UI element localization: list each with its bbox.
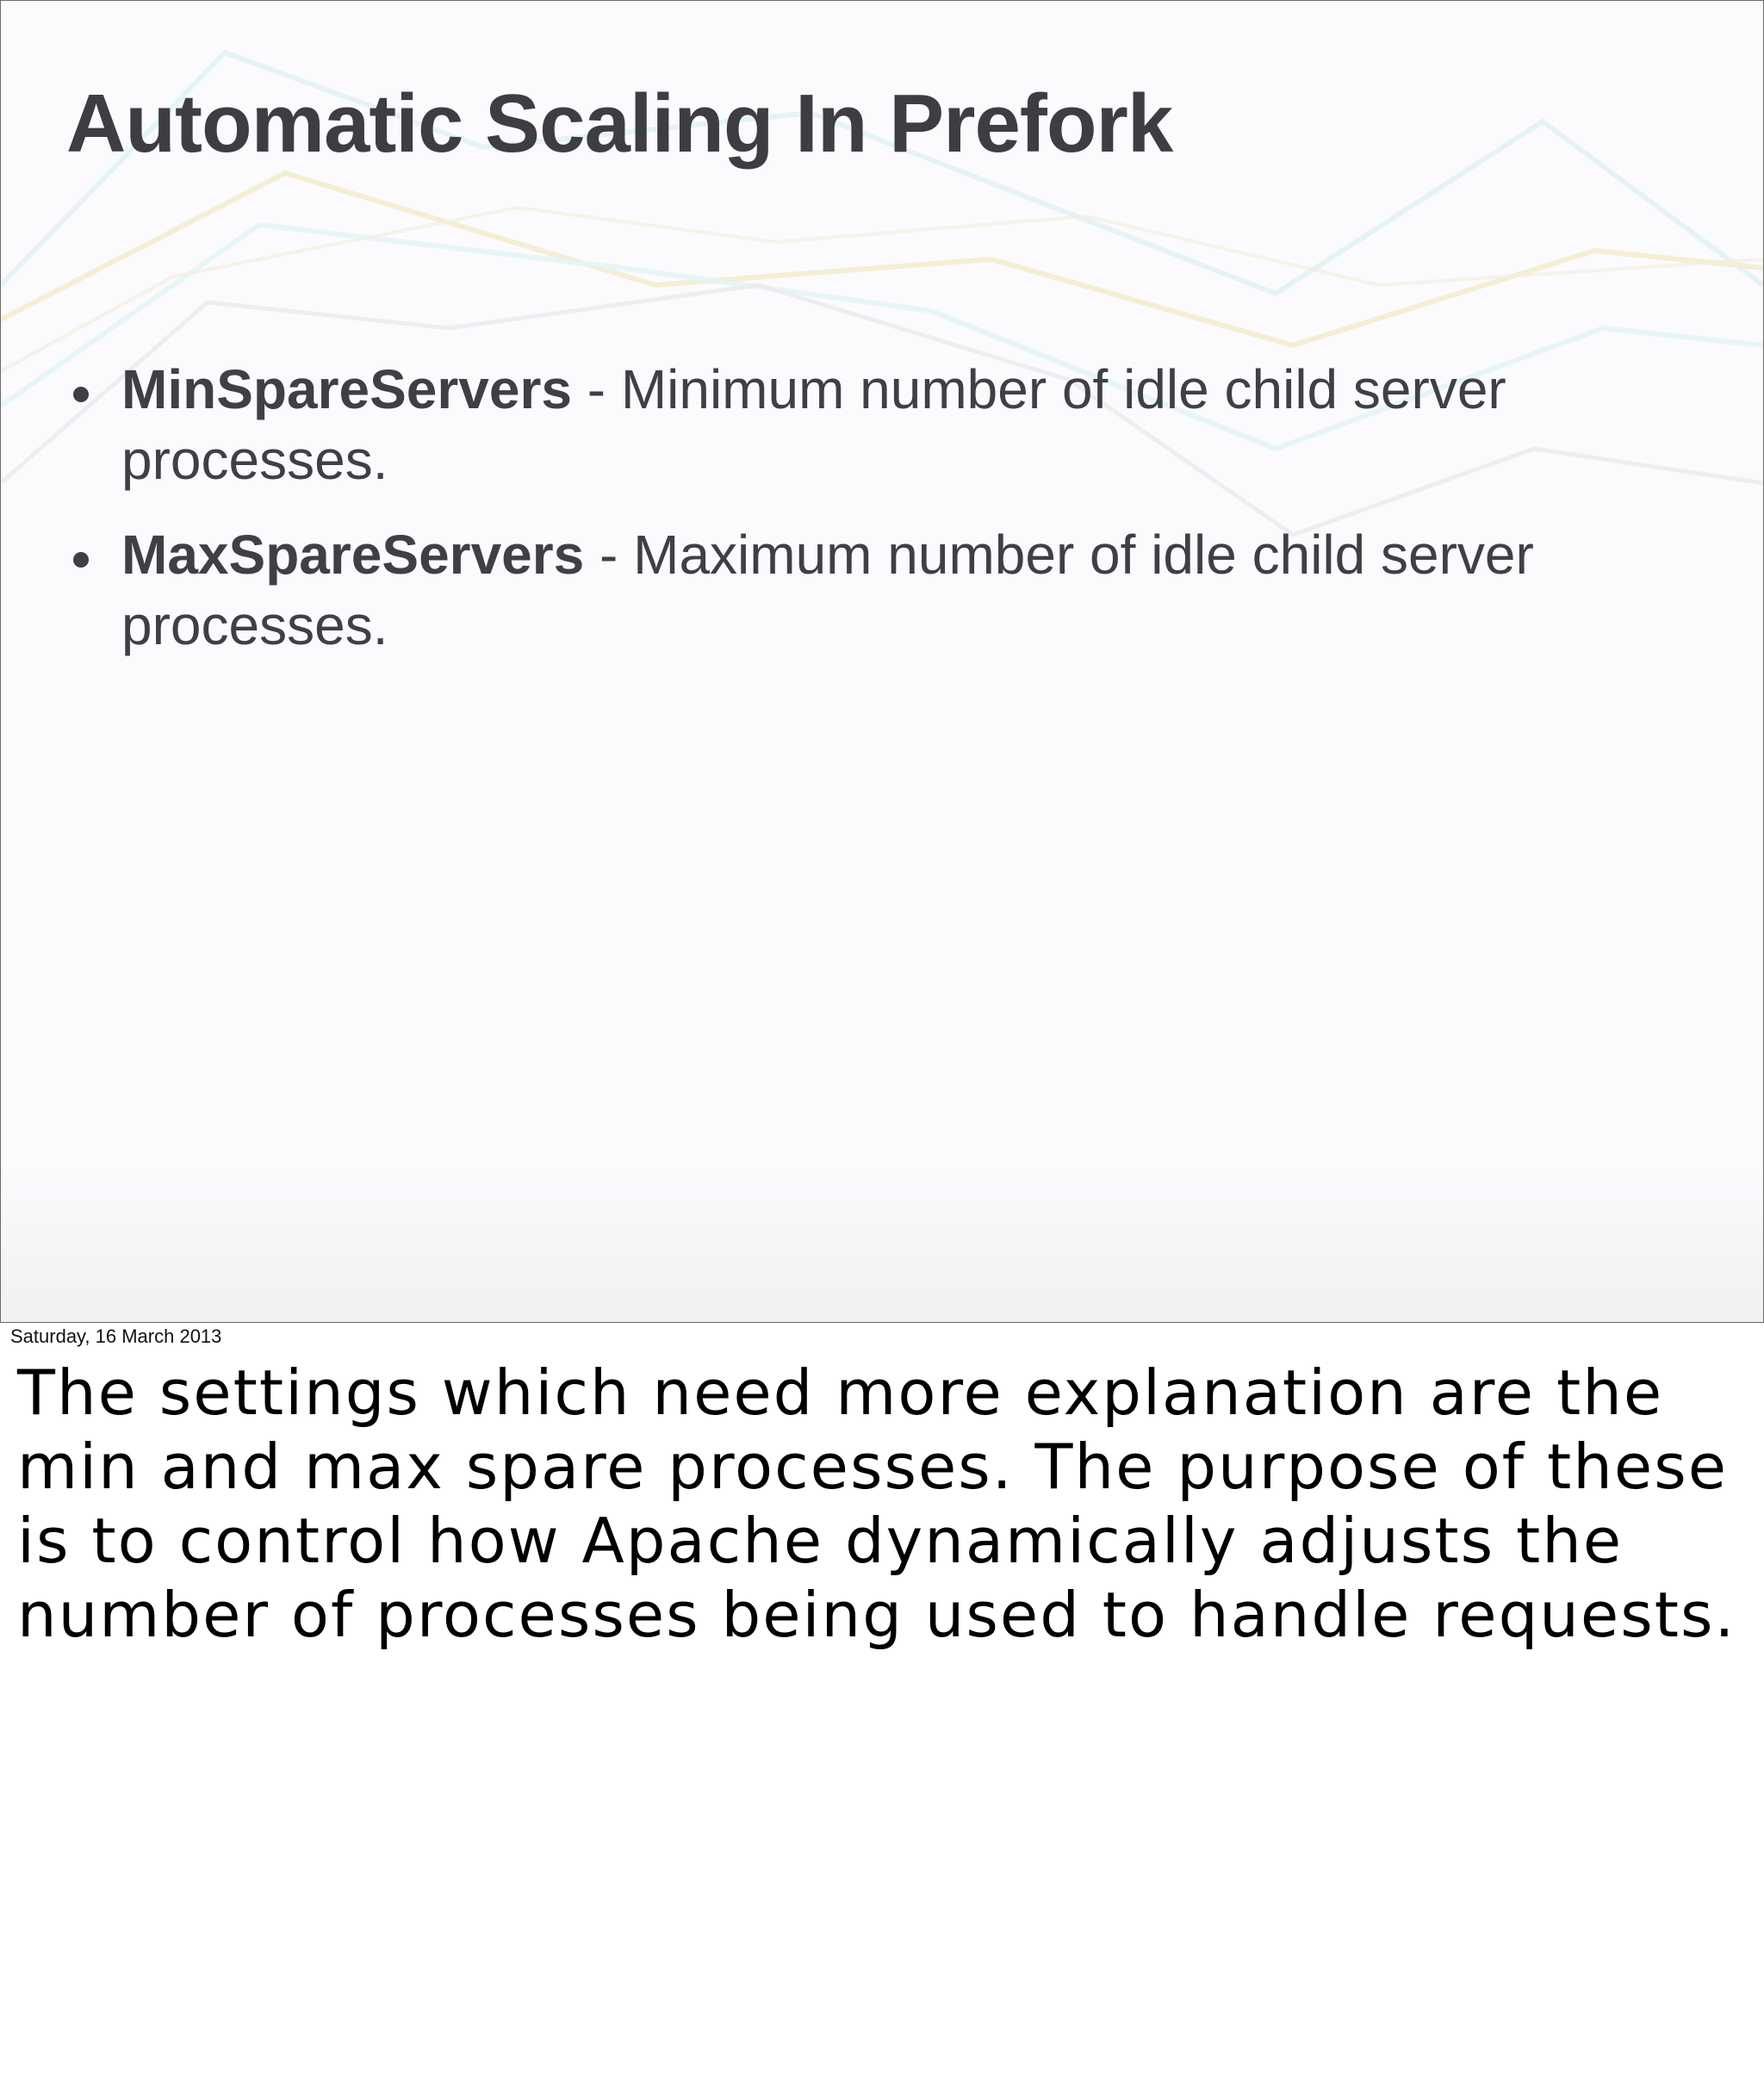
slide-date: Saturday, 16 March 2013 (10, 1325, 222, 1347)
bullet-description: - Minimum number of idle child server processes. (121, 358, 1506, 491)
bullet-icon (73, 552, 89, 568)
bullet-description: - Maximum number of idle child server processes. (121, 524, 1534, 656)
bullet-term: MinSpareServers (121, 358, 572, 420)
slide-title: Automatic Scaling In Prefork (66, 78, 1173, 170)
bullet-icon (73, 387, 89, 402)
bullet-min-spare-servers (73, 354, 1710, 495)
speaker-notes: The settings which need more explanation are the min and max spare processes. The purpose of these is to control how Apache dynamically adjusts the number of processes being used to handle requests. (17, 1356, 1736, 1651)
bullet-term: MaxSpareServers (121, 524, 585, 586)
bullet-max-spare-servers (73, 519, 1710, 661)
bullet-list (73, 354, 1710, 685)
